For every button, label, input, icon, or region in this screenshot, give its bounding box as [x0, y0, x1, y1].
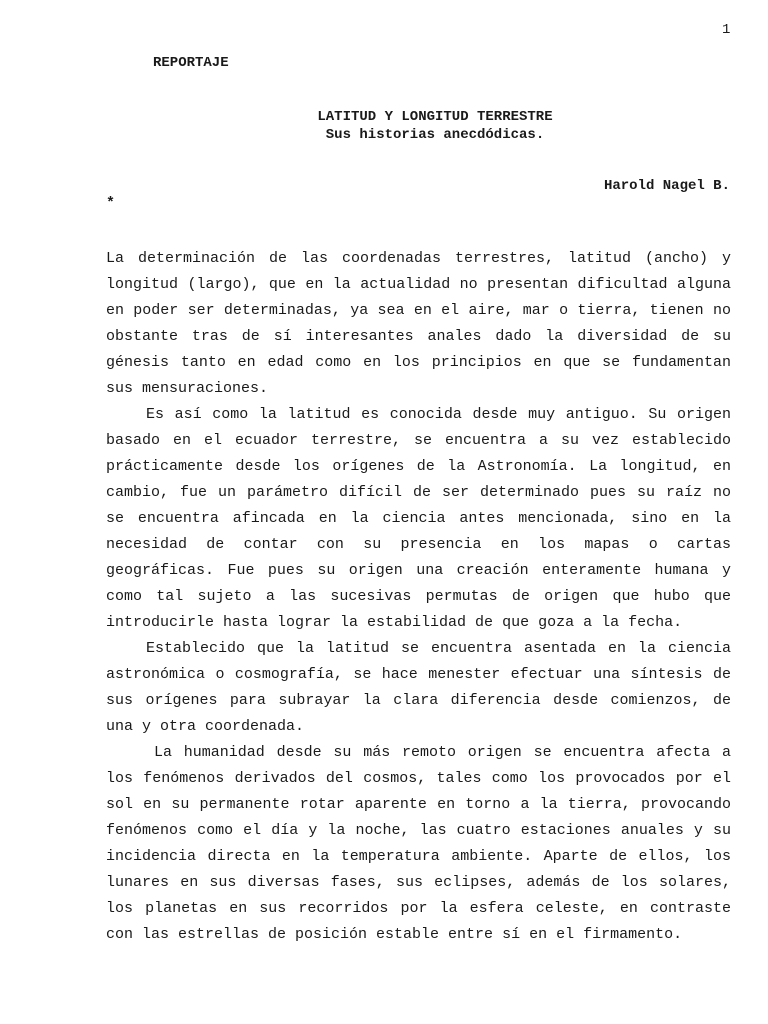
document-title: LATITUD Y LONGITUD TERRESTRE	[317, 109, 553, 125]
paragraph-3: Establecido que la latitud se encuentra asentada en la ciencia astronómica o cosmografía, se hace menester efectuar una síntesis de sus orígenes para subrayar la clara diferencia desde comienzos, de una y otra coordenada.	[106, 640, 731, 735]
title-block	[240, 108, 630, 144]
author-name: Harold Nagel B.	[603, 178, 730, 194]
paragraph-4: La humanidad desde su más remoto origen se encuentra afecta a los fenómenos derivados del cosmos, tales como los provocados por el sol en su permanente rotar aparente en torno a la tierra, provocando fenómenos como el día y la noche, las cuatro estaciones anuales y su incidencia directa en la temperatura ambiente. Aparte de ellos, los lunares en sus diversas fases, sus eclipses, además de los solares, los planetas en sus recorridos por la esfera celeste, en contraste con las estrellas de posición estable entre sí en el firmamento.	[106, 744, 731, 943]
paragraph-1: La determinación de las coordenadas terrestres, latitud (ancho) y longitud (largo), que en la actualidad no presentan dificultad alguna en poder ser determinadas, ya sea en el aire, mar o tierra, tienen no obstante tras de sí interesantes anales dado la diversidad de su génesis tanto en edad como en los principios en que se fundamentan sus mensuraciones.	[106, 250, 731, 397]
document-subtitle: Sus historias anecdódicas.	[325, 127, 545, 143]
footnote-mark: *	[106, 195, 116, 212]
paragraph-2: Es así como la latitud es conocida desde muy antiguo. Su origen basado en el ecuador terrestre, se encuentra a su vez establecido prácticamente desde los orígenes de la Astronomía. La longitud, en cambio, fue un parámetro difícil de ser determinado pues su raíz no se encuentra afincada en la ciencia antes mencionada, sino en la necesidad de contar con su presencia en los mapas o cartas geográficas. Fue pues su origen una creación enteramente humana y como tal sujeto a las sucesivas permutas de origen que hubo que introducirle hasta lograr la estabilidad de que goza a la fecha.	[106, 406, 731, 631]
page-number: 1	[722, 22, 731, 38]
section-label: REPORTAJE	[153, 55, 229, 71]
body-text	[106, 246, 731, 948]
